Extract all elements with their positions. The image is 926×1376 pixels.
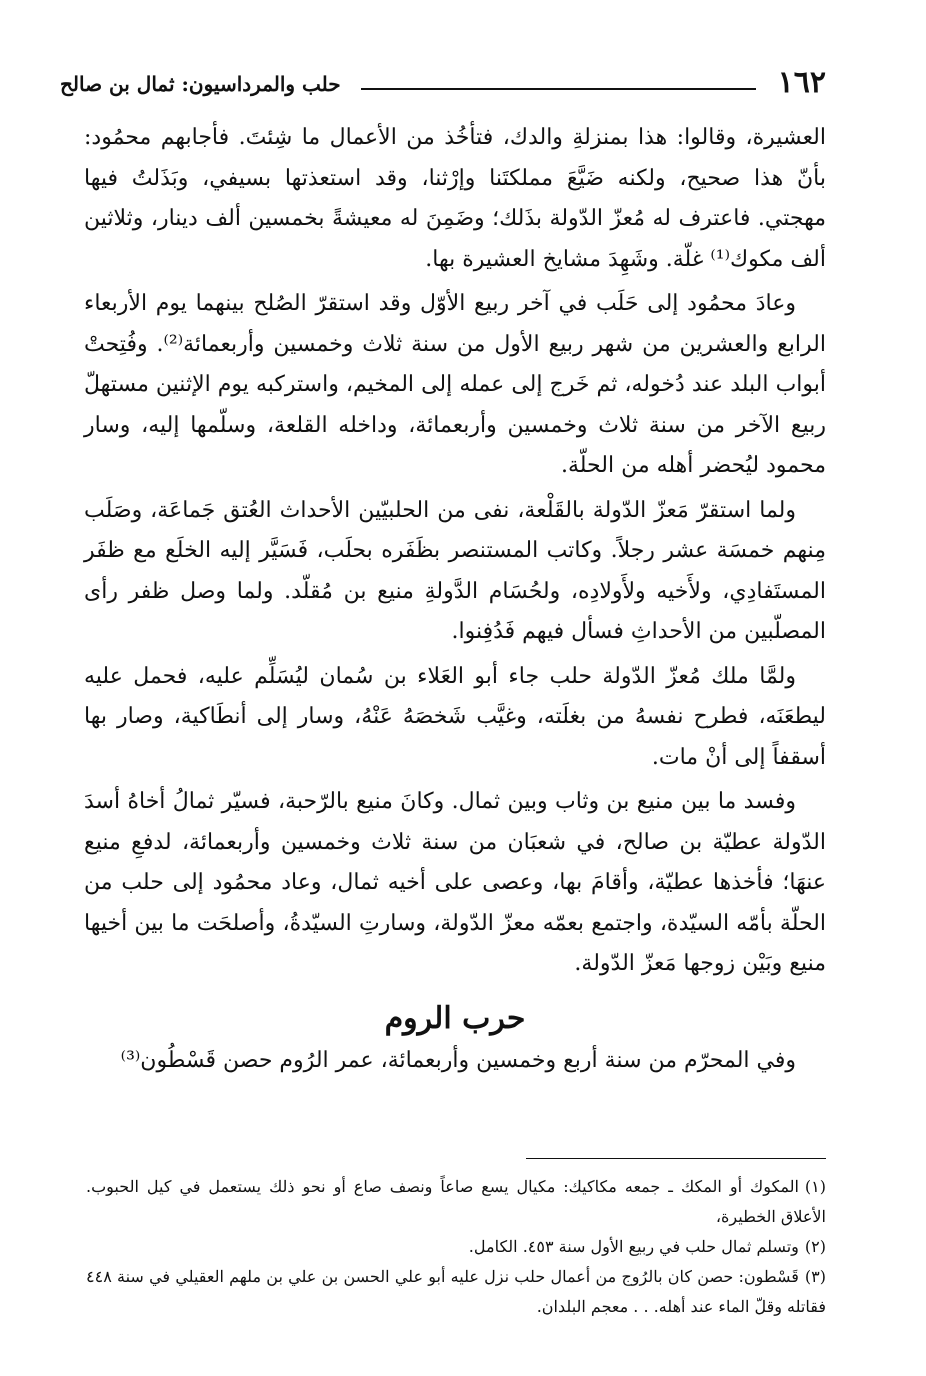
footnote xyxy=(86,1262,826,1322)
paragraph: العشيرة، وقالوا: هذا بمنزلةِ والدك، فتأخُذ من الأعمال ما شِئتَ. فأجابهم محمُود: بأنّ هذا صحيح، ولكنه ضَيَّعَ مملكتَنا وإرْثنا، وقد استعذتها بسيفي، وبَذَلتُ فيها مهجتي. فاعترف له مُعزّ الدّولة بذَلك؛ وضَمِنَ له معيشةً بخمسين ألف دينار، وثلاثين ألف مكوك⁽¹⁾ غلّة. وشَهِدَ مشايخ العشيرة بها. xyxy=(84,125,826,272)
header-rule xyxy=(361,88,756,90)
footnote-rule xyxy=(526,1158,826,1159)
footnote xyxy=(86,1172,826,1232)
page-number: ١٦٢ xyxy=(777,65,826,100)
main-text xyxy=(84,118,826,1085)
footnote-text: وتسلم ثمال حلب في ربيع الأول سنة ٤٥٣. الكامل. xyxy=(468,1237,799,1256)
footnote-number: (٢) xyxy=(804,1237,826,1256)
paragraph: ولما استقرّ مَعزّ الدّولة بالقَلْعة، نفى من الحلبيّين الأحداث العُتق جَماعَة، وصَلَب مِنهم خمسَة عشر رجلاً. وكاتب المستنصر بظَفَره بحلَب، فَسَيَّر إليه الخلَع مع ظفَر المستَفادِي، ولأَخيه ولأَولادِه، ولحُسَام الدَّولةِ منيع بن مُقلّد. ولما وصل ظفر رأى المصلّبين من الأحداثِ فسأل فيهم فَدُفِنوا. xyxy=(84,497,826,644)
footnotes xyxy=(86,1172,826,1322)
footnote xyxy=(86,1232,826,1262)
footnote-text: المكوك أو المكك ـ جمعه مكاكيك: مكيال يسع صاعاً ونصف صاع أو نحو ذلك يستعمل في كيل الحبوب. الأعلاق الخطيرة، xyxy=(86,1177,826,1226)
footnote-text: قَسْطون: حصن كان بالرُوج من أعمال حلب نزل عليه أبو علي الحسن بن علي بن ملهم العقيلي في سنة ٤٤٨ فقاتله وقلّ الماء عند أهله. . . معجم البلدان. xyxy=(86,1267,826,1316)
paragraph: ولمَّا ملك مُعزّ الدّولة حلب جاء أبو العَلاء بن سُمان ليُسَلِّم عليه، فحمل عليه ليطعَنَه، فطرح نفسهُ من بغلَته، وغيَّب شَخصَهُ عَنْهُ، وسار إلى أنطَاكية، وصار بها أسقفاً إلى أنْ مات. xyxy=(84,663,826,770)
footnote-number: (٣) xyxy=(804,1267,826,1286)
running-title: حلب والمرداسيون: ثمال بن صالح xyxy=(60,72,341,96)
footnote-number: (١) xyxy=(804,1177,826,1196)
paragraph: وفي المحرّم من سنة أربع وخمسين وأربعمائة، عمر الرُوم حصن قَسْطُون⁽³⁾ xyxy=(120,1047,796,1073)
section-heading: حرب الروم xyxy=(384,1000,526,1036)
page-header xyxy=(60,58,826,98)
paragraph: وعادَ محمُود إلى حَلَب في آخر ربيع الأوّل وقد استقرّ الصُلح بينهما يوم الأربعاء الرابع والعشرين من شهر ربيع الأول من سنة ثلاث وخمسين وأربعمائة⁽²⁾. وفُتِحتْ أبواب البلد عند دُخوله، ثم خَرج إلى عمله إلى المخيم، واستركبه يوم الإثنين مستهلّ ربيع الآخر من سنة ثلاث وخمسين وأربعمائة، وداخله القلعة، وسلّمها إليه، وسار محمود ليُحضر أهله من الحلّة. xyxy=(84,291,826,478)
paragraph: وفسد ما بين منيع بن وثاب وبين ثمال. وكانَ منيع بالرّحبة، فسيّر ثمالُ أخاهُ أسدَ الدّولة عطيّة بن صالح، في شعبَان من سنة ثلاث وخمسين وأربعمائة، لدفعِ منيع عنهَا؛ فأخذها عطيّة، وأقامَ بها، وعصى على أخيه ثمال، وعاد محمُود إلى حلب من الحلّة بأمّه السيّدة، واجتمع بعمّه معزّ الدّولة، وسارتِ السيّدةُ، وأصلحَت ما بين أخيها منيع وبَيْن زوجها مَعزّ الدّولة. xyxy=(84,789,826,976)
